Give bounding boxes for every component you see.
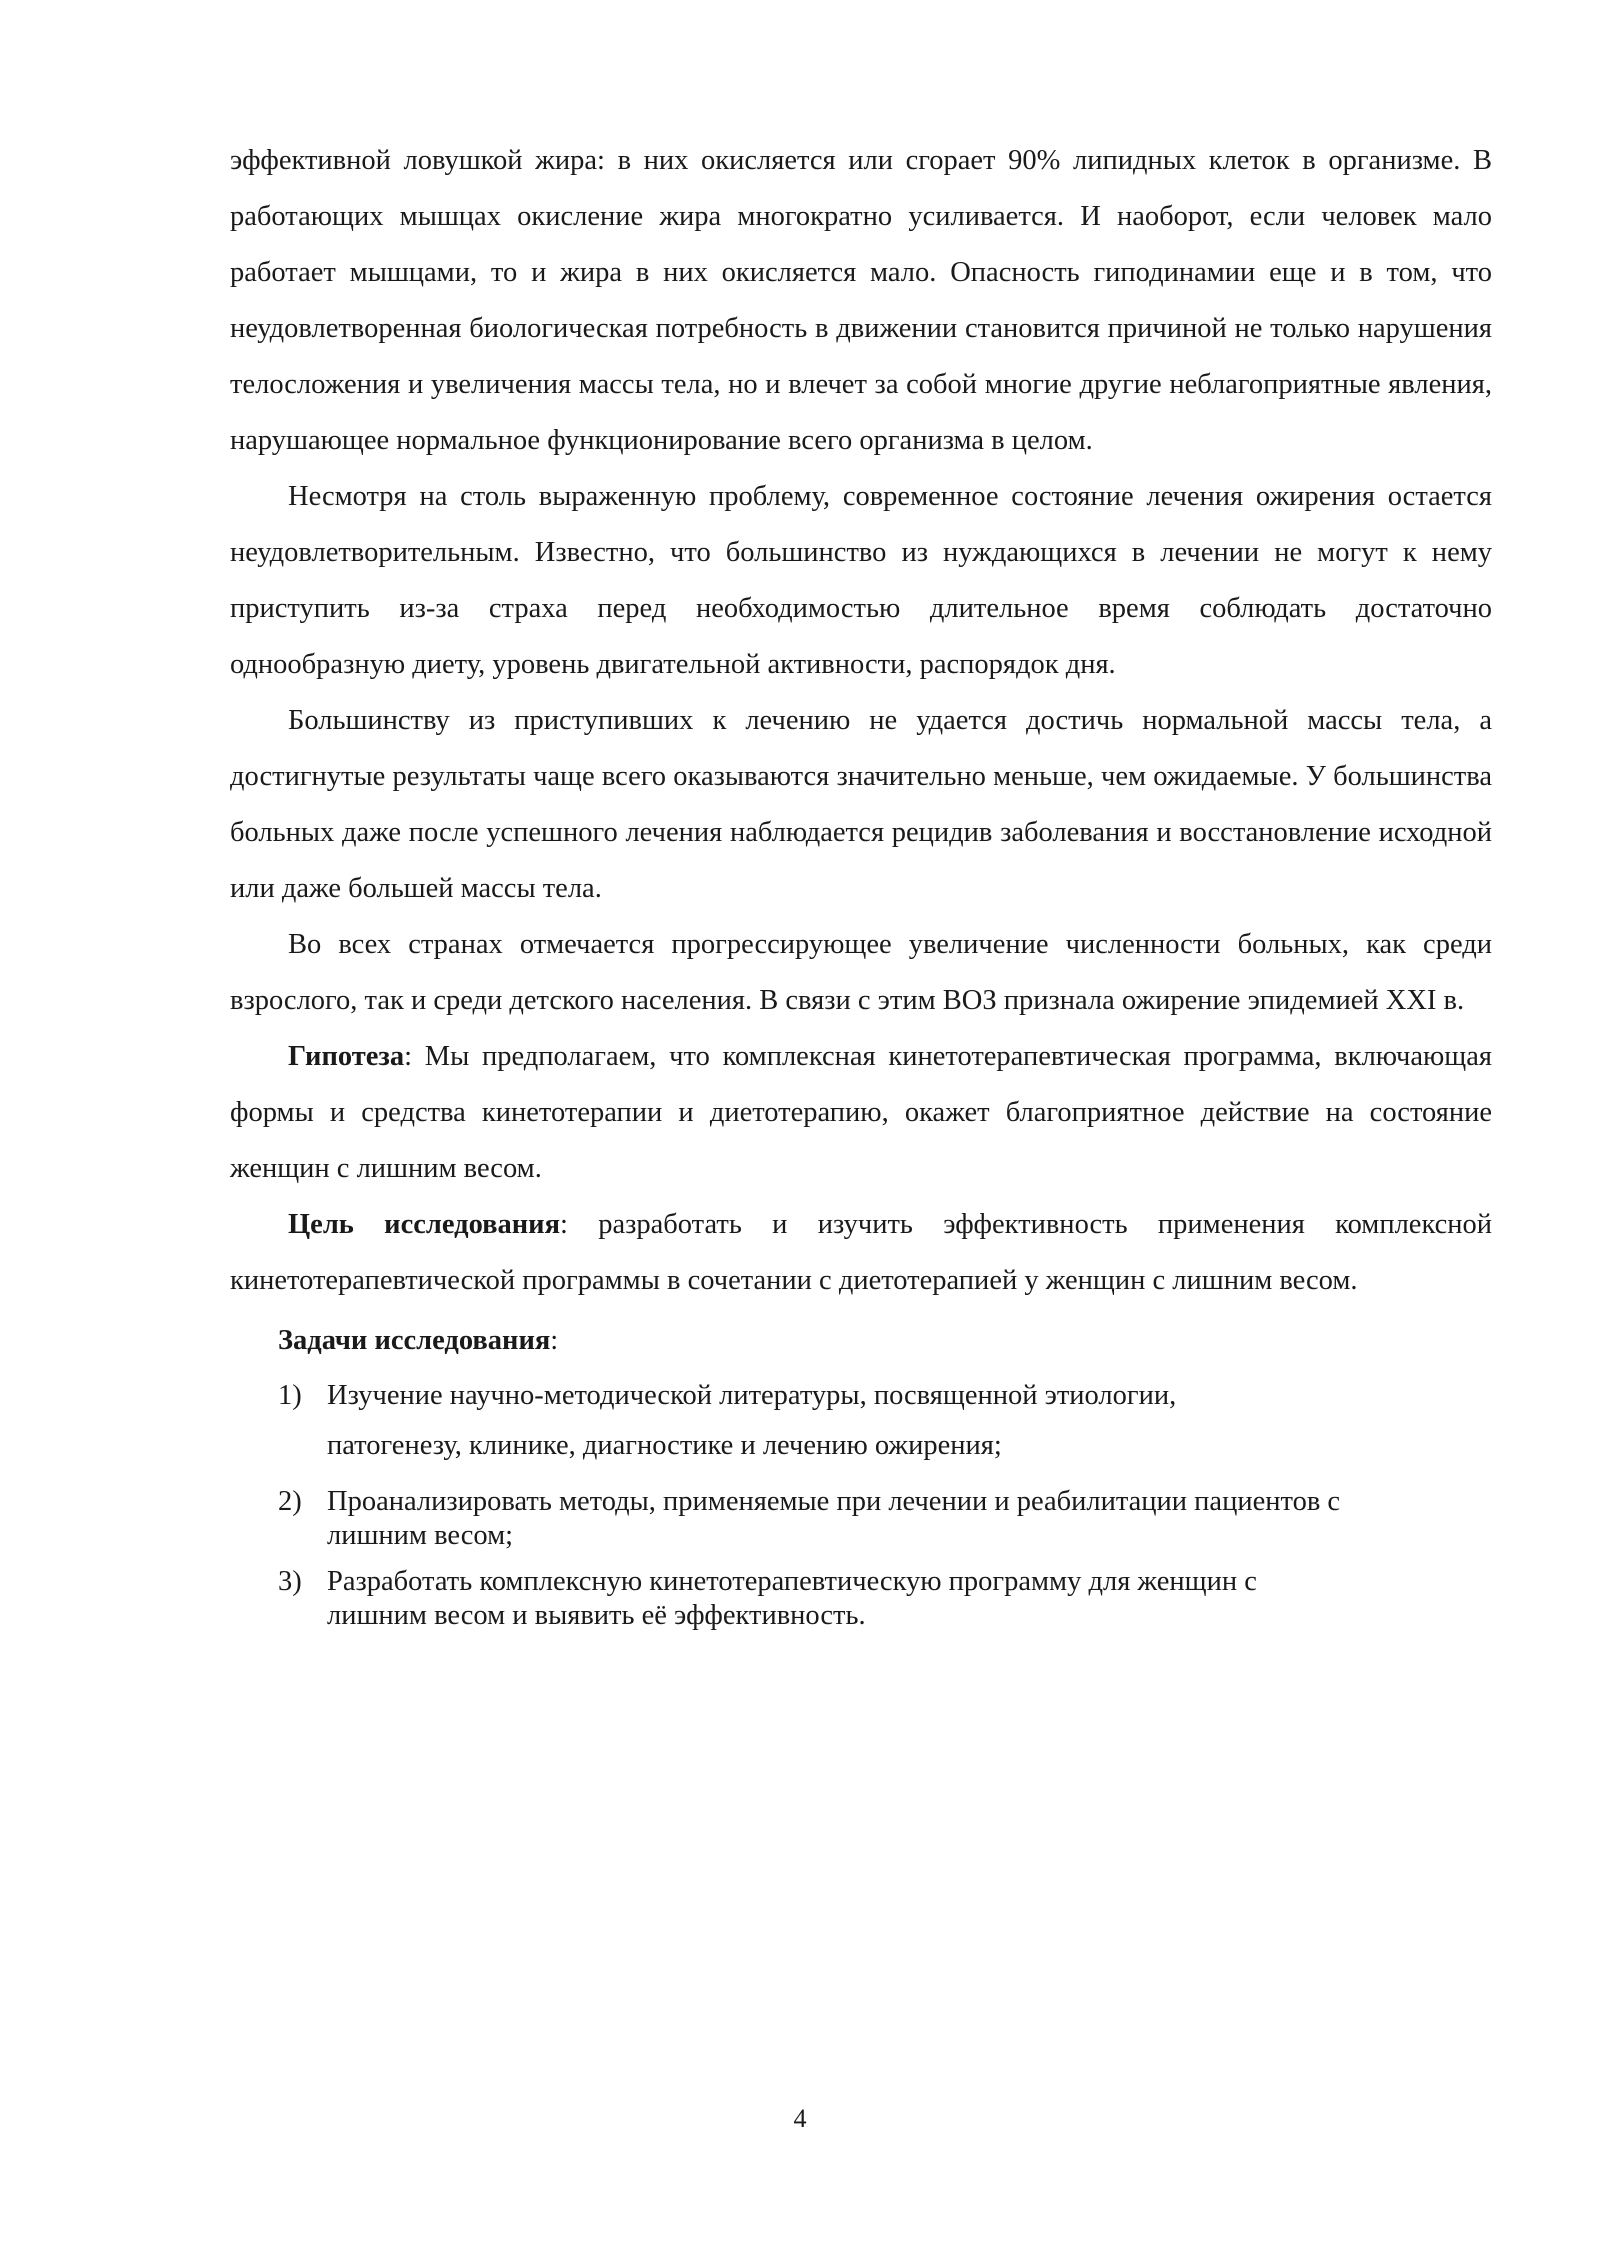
paragraph-hypothesis [230, 1029, 1492, 1197]
tasks-list [230, 1371, 1492, 1633]
hypothesis-text: : Мы предполагаем, что комплексная кинетотерапевтическая программа, включающая формы и средства кинетотерапии и диетотерапию, окажет благоприятное действие на состояние женщин с лишним весом. [230, 1041, 1492, 1184]
task-line: Разработать комплексную кинетотерапевтическую программу для женщин с [327, 1566, 1257, 1597]
task-item [230, 1485, 1492, 1553]
task-line: Проанализировать методы, применяемые при лечении и реабилитации пациентов с [327, 1486, 1341, 1517]
paragraph-treatment-state: Несмотря на столь выраженную проблему, современное состояние лечения ожирения остается неудовлетворительным. Известно, что большинство из нуждающихся в лечении не могут к нему приступить из-за страха перед необходимостью длительное время соблюдать достаточно однообразную диету, уровень двигательной активности, распорядок дня. [230, 481, 1492, 680]
page-number: 4 [793, 2104, 807, 2133]
task-item [230, 1565, 1492, 1633]
task-item [230, 1371, 1492, 1471]
goal-label: Цель исследования [288, 1209, 561, 1240]
task-line: патогенезу, клинике, диагностике и лечению ожирения; [327, 1430, 1002, 1461]
tasks-heading [230, 1313, 1492, 1369]
paragraph-research-goal [230, 1197, 1492, 1309]
tasks-heading-label: Задачи исследования [278, 1325, 551, 1356]
paragraph-epidemic: Во всех странах отмечается прогрессирующее увеличение численности больных, как среди взрослого, так и среди детского населения. В связи с этим ВОЗ признала ожирение эпидемией XXI в. [230, 929, 1492, 1016]
task-number: 1) [278, 1380, 302, 1411]
paragraph-fat-oxidation: эффективной ловушкой жира: в них окисляется или сгорает 90% липидных клеток в организме. В работающих мышцах окисление жира многократно усиливается. И наоборот, если человек мало работает мышцами, то и жира в них окисляется мало. Опасность гиподинамии еще и в том, что неудовлетворенная биологическая потребность в движении становится причиной не только нарушения телосложения и увеличения массы тела, но и влечет за собой многие другие неблагоприятные явления, нарушающее нормальное функционирование всего организма в целом. [230, 145, 1492, 456]
hypothesis-label: Гипотеза [288, 1041, 405, 1072]
task-line: лишним весом; [327, 1520, 514, 1551]
goal-text: : разработать и изучить эффективность применения комплексной кинетотерапевтической программы в сочетании с диетотерапией у женщин с лишним весом. [230, 1209, 1492, 1296]
task-number: 2) [278, 1486, 302, 1517]
task-line: лишним весом и выявить её эффективность. [327, 1600, 866, 1631]
task-line: Изучение научно-методической литературы, посвященной этиологии, [327, 1380, 1177, 1411]
paragraph-treatment-results: Большинству из приступивших к лечению не удается достичь нормальной массы тела, а достигнутые результаты чаще всего оказываются значительно меньше, чем ожидаемые. У большинства больных даже после успешного лечения наблюдается рецидив заболевания и восстановление исходной или даже большей массы тела. [230, 705, 1492, 904]
task-number: 3) [278, 1566, 302, 1597]
tasks-heading-colon: : [550, 1325, 559, 1356]
document-page [230, 133, 1492, 1633]
